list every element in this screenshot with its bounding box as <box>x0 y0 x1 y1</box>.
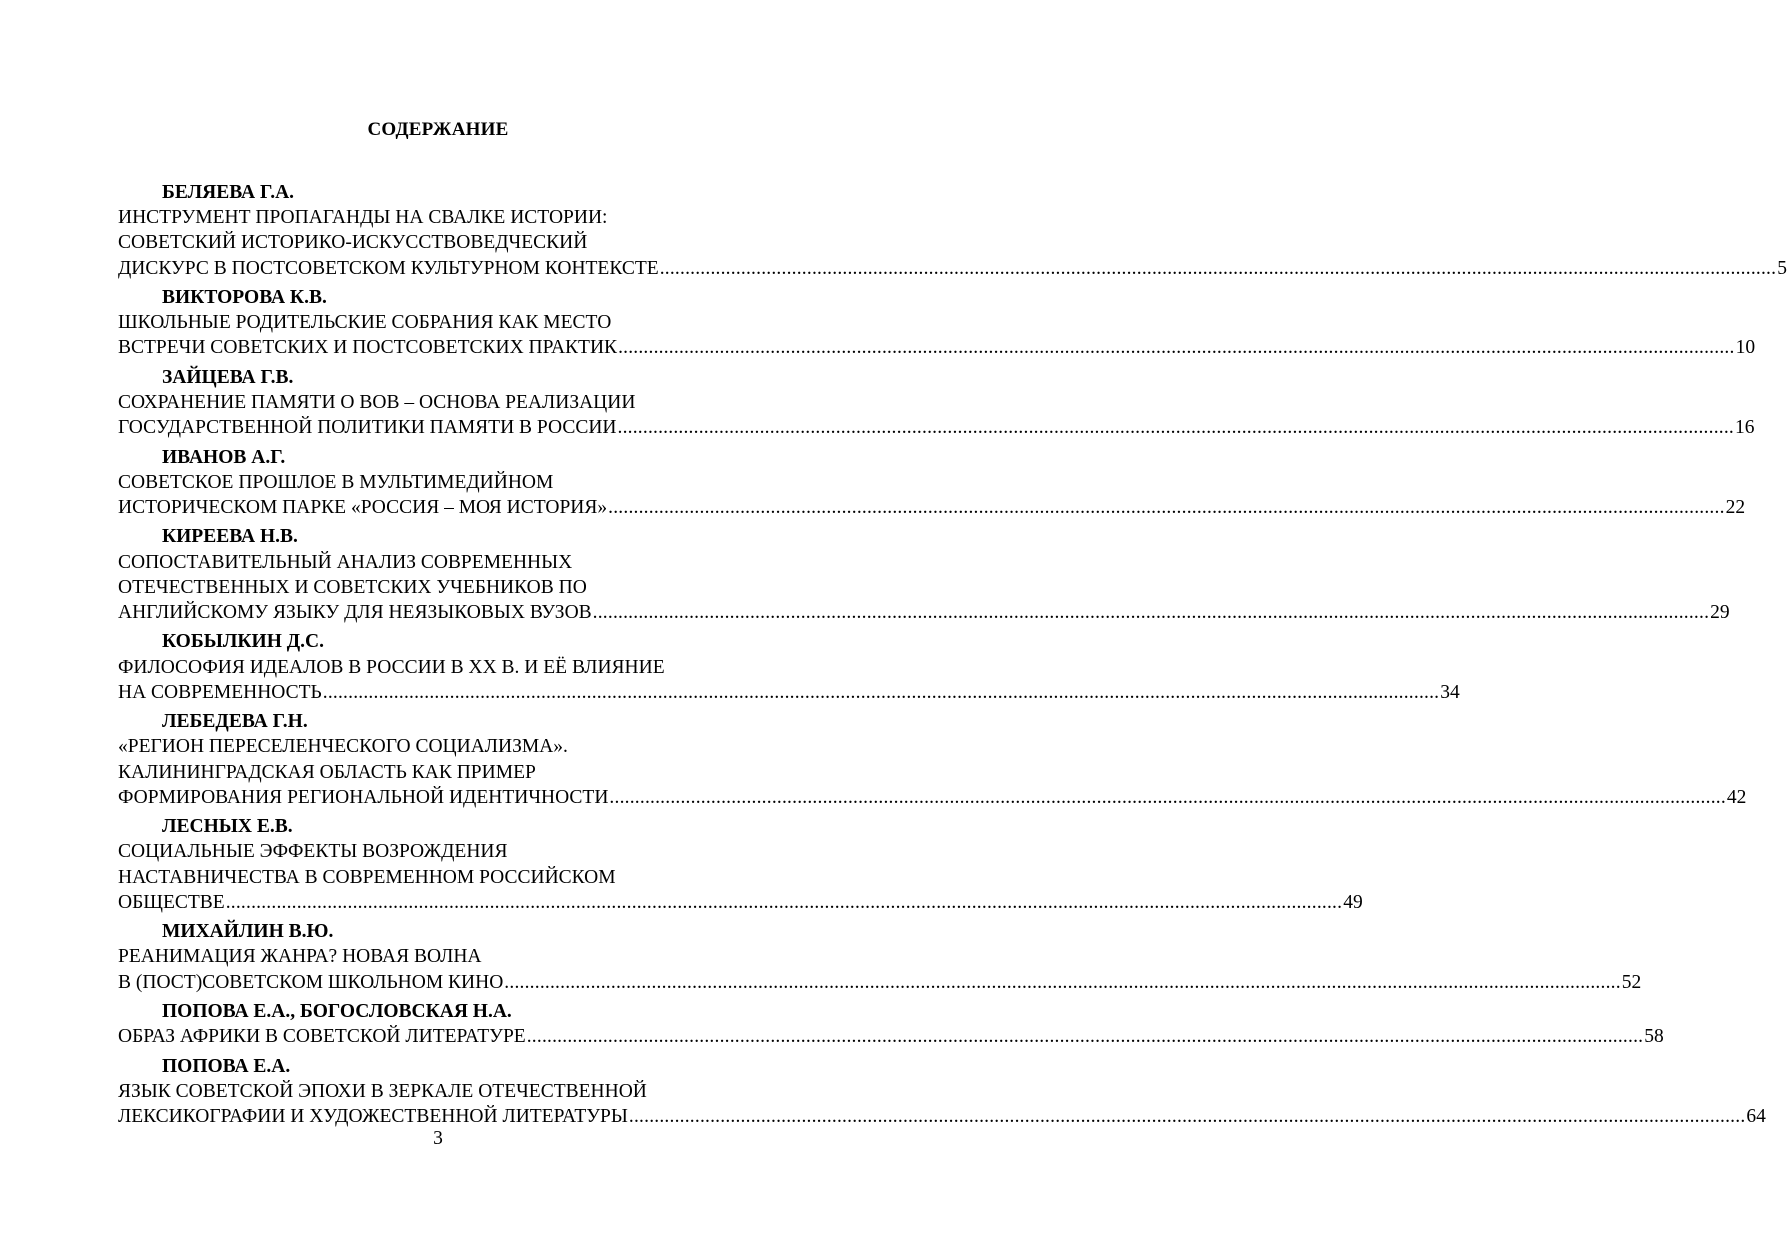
toc-entry-title-line: «РЕГИОН ПЕРЕСЕЛЕНЧЕСКОГО СОЦИАЛИЗМА». <box>118 736 568 758</box>
dot-leader: ............................................................................................................................................................................................................................ <box>618 337 1735 359</box>
toc-entry-title-text: АНГЛИЙСКОМУ ЯЗЫКУ ДЛЯ НЕЯЗЫКОВЫХ ВУЗОВ <box>118 602 592 623</box>
toc-entry-title-text: В (ПОСТ)СОВЕТСКОМ ШКОЛЬНОМ КИНО <box>118 971 504 993</box>
dot-leader: ............................................................................................................................................................................................................................ <box>225 891 1343 913</box>
toc-entry-title-text: ДИСКУРС В ПОСТСОВЕТСКОМ КУЛЬТУРНОМ КОНТЕКСТЕ <box>118 257 659 279</box>
toc-entry-page: 52 <box>1621 971 1642 993</box>
toc-entry[interactable] <box>118 180 1787 281</box>
toc-entry[interactable] <box>118 814 1363 915</box>
toc-entry-title-line <box>118 335 1756 360</box>
toc-entry-author: ЛЕБЕДЕВА Г.Н. <box>162 711 308 733</box>
toc-entry-page: 29 <box>1710 602 1730 623</box>
toc-entry-author: КОБЫЛКИН Д.С. <box>162 631 324 653</box>
toc-entry[interactable] <box>118 524 1730 625</box>
dot-leader: ............................................................................................................................................................................................................................ <box>322 681 1440 703</box>
toc-entry-title-line: СОЦИАЛЬНЫЕ ЭФФЕКТЫ ВОЗРОЖДЕНИЯ <box>118 841 508 863</box>
toc-entry-author: МИХАЙЛИН В.Ю. <box>162 921 334 943</box>
toc-entry-page: 34 <box>1440 681 1460 703</box>
toc-entry-title-line <box>118 785 1747 810</box>
toc-entry[interactable] <box>118 709 1747 810</box>
toc-entry-title-line: СОВЕТСКИЙ ИСТОРИКО-ИСКУССТВОВЕДЧЕСКИЙ <box>118 232 588 254</box>
toc-entry-author: КИРЕЕВА Н.В. <box>162 526 298 548</box>
toc-entry-title-line <box>118 970 1642 995</box>
toc-entry-author: ВИКТОРОВА К.В. <box>162 287 327 308</box>
page-title: СОДЕРЖАНИЕ <box>367 119 509 140</box>
dot-leader: ............................................................................................................................................................................................................................ <box>592 602 1710 623</box>
toc-entry-title-text: ЛЕКСИКОГРАФИИ И ХУДОЖЕСТВЕННОЙ ЛИТЕРАТУРЫ <box>118 1105 628 1127</box>
toc-entry-title-line: НАСТАВНИЧЕСТВА В СОВРЕМЕННОМ РОССИЙСКОМ <box>118 866 616 888</box>
dot-leader: ............................................................................................................................................................................................................................ <box>628 1105 1746 1127</box>
toc-entry-page: 58 <box>1644 1026 1664 1048</box>
toc-entry-page: 49 <box>1343 891 1363 913</box>
toc-entry[interactable] <box>118 919 1642 995</box>
toc-entry-title-line: КАЛИНИНГРАДСКАЯ ОБЛАСТЬ КАК ПРИМЕР <box>118 761 536 783</box>
toc-entry-author: ЗАЙЦЕВА Г.В. <box>162 366 294 388</box>
toc-entry-title-line: РЕАНИМАЦИЯ ЖАНРА? НОВАЯ ВОЛНА <box>118 946 482 968</box>
toc-entry-title-line <box>118 600 1730 625</box>
toc-entry-author: ПОПОВА Е.А., БОГОСЛОВСКАЯ Н.А. <box>162 1000 512 1022</box>
toc-entry-title-line <box>118 1024 1664 1049</box>
toc-entry[interactable] <box>118 1054 1766 1130</box>
toc-entry-title-line: ШКОЛЬНЫЕ РОДИТЕЛЬСКИЕ СОБРАНИЯ КАК МЕСТО <box>118 312 612 334</box>
toc-entry-page: 42 <box>1726 786 1747 808</box>
toc-entry-title-line <box>118 415 1755 440</box>
table-of-contents <box>118 180 1787 1133</box>
toc-entry-author: БЕЛЯЕВА Г.А. <box>162 182 295 203</box>
toc-entry[interactable] <box>118 445 1746 521</box>
toc-entry[interactable] <box>118 365 1755 441</box>
toc-entry-title-line: СОХРАНЕНИЕ ПАМЯТИ О ВОВ – ОСНОВА РЕАЛИЗАЦИИ <box>118 392 636 413</box>
toc-entry[interactable] <box>118 285 1756 361</box>
toc-entry-title-line: СОВЕТСКОЕ ПРОШЛОЕ В МУЛЬТИМЕДИЙНОМ <box>118 471 554 493</box>
toc-entry-title-line: ЯЗЫК СОВЕТСКОЙ ЭПОХИ В ЗЕРКАЛЕ ОТЕЧЕСТВЕННОЙ <box>118 1080 647 1102</box>
toc-entry-author: ИВАНОВ А.Г. <box>162 446 286 468</box>
dot-leader: ............................................................................................................................................................................................................................ <box>608 497 1725 518</box>
toc-entry-page: 16 <box>1735 417 1755 439</box>
dot-leader: ............................................................................................................................................................................................................................ <box>609 786 1726 808</box>
toc-entry-title-line: ОТЕЧЕСТВЕННЫХ И СОВЕТСКИХ УЧЕБНИКОВ ПО <box>118 576 587 598</box>
toc-entry-page: 10 <box>1735 337 1756 359</box>
toc-entry-title-text: ИСТОРИЧЕСКОМ ПАРКЕ «РОССИЯ – МОЯ ИСТОРИЯ» <box>118 497 608 518</box>
toc-entry-author: ЛЕСНЫХ Е.В. <box>162 816 293 838</box>
toc-entry-title-text: ВСТРЕЧИ СОВЕТСКИХ И ПОСТСОВЕТСКИХ ПРАКТИК <box>118 337 618 359</box>
toc-entry-title-line <box>118 495 1746 520</box>
toc-entry-title-text: ОБРАЗ АФРИКИ В СОВЕТСКОЙ ЛИТЕРАТУРЕ <box>118 1026 526 1048</box>
toc-entry[interactable] <box>118 629 1460 705</box>
toc-entry-title-text: ГОСУДАРСТВЕННОЙ ПОЛИТИКИ ПАМЯТИ В РОССИИ <box>118 417 617 439</box>
toc-entry[interactable] <box>118 999 1664 1049</box>
dot-leader: ............................................................................................................................................................................................................................ <box>617 417 1734 439</box>
toc-entry-title-line <box>118 890 1363 915</box>
toc-entry-page: 22 <box>1725 497 1746 518</box>
toc-entry-title-text: ОБЩЕСТВЕ <box>118 891 225 913</box>
dot-leader: ............................................................................................................................................................................................................................ <box>526 1026 1644 1048</box>
toc-entry-title-line: ИНСТРУМЕНТ ПРОПАГАНДЫ НА СВАЛКЕ ИСТОРИИ: <box>118 207 608 229</box>
dot-leader: ............................................................................................................................................................................................................................ <box>659 257 1777 279</box>
toc-entry-page: 64 <box>1746 1105 1766 1127</box>
toc-entry-title-line: ФИЛОСОФИЯ ИДЕАЛОВ В РОССИИ В XX В. И ЕЁ ВЛИЯНИЕ <box>118 656 665 678</box>
toc-entry-title-text: НА СОВРЕМЕННОСТЬ <box>118 681 322 703</box>
page-number: 3 <box>433 1128 443 1149</box>
dot-leader: ............................................................................................................................................................................................................................ <box>504 971 1621 993</box>
toc-entry-title-line: СОПОСТАВИТЕЛЬНЫЙ АНАЛИЗ СОВРЕМЕННЫХ <box>118 551 573 573</box>
toc-entry-title-line <box>118 680 1460 705</box>
toc-entry-page: 5 <box>1777 257 1787 279</box>
toc-entry-author: ПОПОВА Е.А. <box>162 1055 291 1077</box>
toc-entry-title-text: ФОРМИРОВАНИЯ РЕГИОНАЛЬНОЙ ИДЕНТИЧНОСТИ <box>118 786 609 808</box>
toc-entry-title-line <box>118 256 1787 281</box>
